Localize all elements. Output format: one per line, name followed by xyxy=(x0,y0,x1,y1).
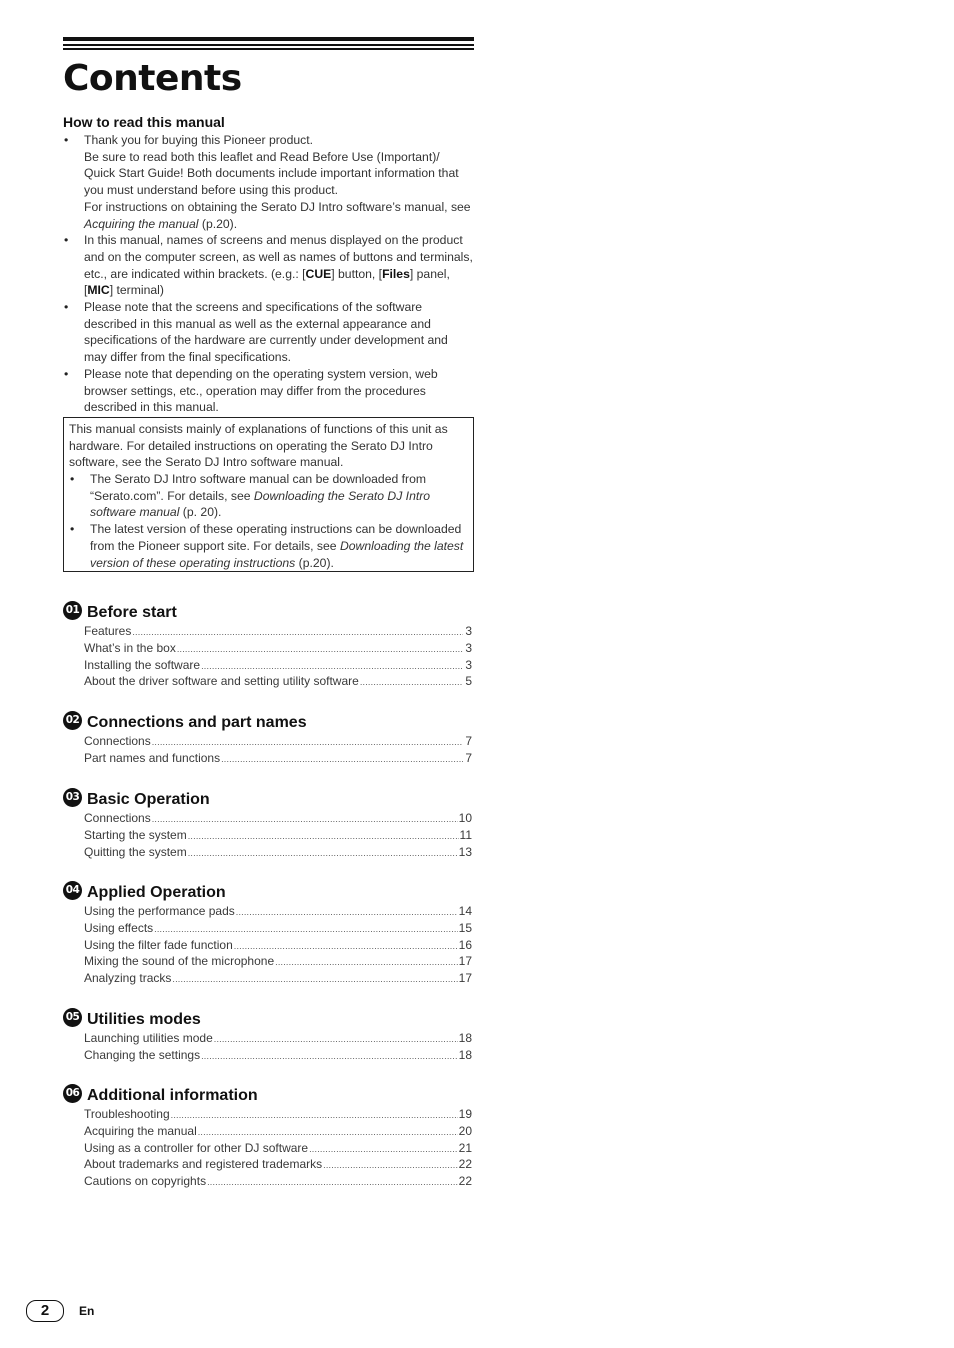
section-heading xyxy=(63,1084,474,1106)
toc-page-number: 16 xyxy=(458,937,472,952)
footer-language: En xyxy=(79,1304,95,1318)
dot-leader xyxy=(171,1107,458,1124)
toc-page-number: 18 xyxy=(458,1047,472,1062)
list-item xyxy=(69,521,471,571)
toc-entry-label: About trademarks and registered trademarks xyxy=(84,1157,323,1172)
list-item xyxy=(63,232,474,299)
toc-entry[interactable] xyxy=(63,750,474,767)
toc-entry[interactable] xyxy=(63,920,474,937)
bullet-text: Thank you for buying this Pioneer product. xyxy=(84,133,313,147)
toc-page-number: 3 xyxy=(465,640,472,655)
dot-leader xyxy=(221,751,463,768)
toc-section-basic-operation xyxy=(63,788,474,860)
toc-entry[interactable] xyxy=(63,810,474,827)
list-item xyxy=(63,366,474,416)
dot-leader xyxy=(275,954,458,971)
toc-entry-label: What’s in the box xyxy=(84,640,176,655)
bullet-text: The latest version of these operating instructions can be downloaded from the Pioneer support site. For details, see xyxy=(90,522,462,553)
page-reference: (p.20). xyxy=(295,555,334,570)
list-item xyxy=(63,132,474,232)
toc-entry[interactable] xyxy=(63,937,474,954)
toc-entry[interactable] xyxy=(63,673,474,690)
section-number-badge: 05 xyxy=(63,1008,82,1027)
toc-entry-label: Connections xyxy=(84,734,151,748)
dot-leader xyxy=(309,1141,458,1158)
toc-entry-label: Using the filter fade function xyxy=(84,937,233,952)
toc-entry[interactable] xyxy=(63,1123,474,1140)
toc-page-number: 10 xyxy=(458,811,472,825)
toc-entry-label: Quitting the system xyxy=(84,844,187,859)
toc-entry[interactable] xyxy=(63,1047,474,1064)
section-heading xyxy=(63,711,474,733)
toc-list xyxy=(63,810,474,860)
toc-page-number: 15 xyxy=(458,920,472,935)
files-panel-name: Files xyxy=(382,266,410,281)
toc-entry-label: Using effects xyxy=(84,920,154,935)
toc-section-applied-operation xyxy=(63,881,474,987)
bullet-text: Please note that the screens and specifications of the software described in this manual as well as the external appearance and specifications of the hardware are currently under development and may differ from the final specifications. xyxy=(84,300,448,365)
toc-page-number: 5 xyxy=(465,674,472,689)
toc-page-number: 22 xyxy=(458,1174,472,1189)
dot-leader xyxy=(172,971,457,988)
toc-list xyxy=(63,733,474,767)
toc-entry-label: Starting the system xyxy=(84,827,187,842)
toc-page-number: 3 xyxy=(465,624,472,638)
toc-entry[interactable] xyxy=(63,903,474,920)
section-number-badge: 04 xyxy=(63,881,82,900)
toc-entry[interactable] xyxy=(63,640,474,657)
toc-page-number: 7 xyxy=(465,734,472,748)
toc-entry[interactable] xyxy=(63,623,474,640)
dot-leader xyxy=(188,828,459,845)
toc-entry[interactable] xyxy=(63,1140,474,1157)
toc-page-number: 19 xyxy=(458,1107,472,1121)
cross-reference-link[interactable]: Downloading the Serato DJ Intro software manual xyxy=(90,488,431,520)
bullet-text: Be sure to read both this leaflet and Read Before Use (Important)/ Quick Start Guide! Both documents include important information that you must understand before using this product. xyxy=(84,149,459,198)
toc-page-number: 20 xyxy=(458,1123,472,1138)
toc-entry[interactable] xyxy=(63,657,474,674)
mic-terminal-name: MIC xyxy=(87,283,110,298)
toc-page-number: 3 xyxy=(465,657,472,672)
section-number-badge: 03 xyxy=(63,788,82,807)
toc-list xyxy=(63,1106,474,1190)
toc-entry-label: Troubleshooting xyxy=(84,1107,170,1121)
toc-list xyxy=(63,623,474,690)
cue-button-name: CUE xyxy=(305,266,332,281)
toc-page-number: 7 xyxy=(465,750,472,765)
toc-page-number: 11 xyxy=(459,827,472,842)
dot-leader xyxy=(177,641,463,658)
dot-leader xyxy=(154,921,457,938)
section-title[interactable]: Utilities modes xyxy=(87,1011,201,1028)
note-intro: This manual consists mainly of explanations of functions of this unit as hardware. For detailed instructions on operating the Serato DJ Intro software, see the Serato DJ Intro software manual. xyxy=(69,422,448,470)
bullet-text: Please note that depending on the operating system version, web browser settings, etc., operation may differ from the procedures described in this manual. xyxy=(84,366,438,415)
toc-entry[interactable] xyxy=(63,1173,474,1190)
toc-entry[interactable] xyxy=(63,1156,474,1173)
toc-page-number: 17 xyxy=(458,971,472,986)
dot-leader xyxy=(188,845,458,862)
toc-entry-label: Acquiring the manual xyxy=(84,1123,197,1138)
toc-entry-label: Mixing the sound of the microphone xyxy=(84,954,275,969)
toc-entry-label: Launching utilities mode xyxy=(84,1031,213,1045)
list-item xyxy=(63,299,474,366)
header-rule-thick xyxy=(63,37,474,41)
toc-entry[interactable] xyxy=(63,1030,474,1047)
page-reference: (p.20). xyxy=(198,216,238,231)
dot-leader xyxy=(152,734,463,751)
section-heading xyxy=(63,881,474,903)
section-number-badge: 06 xyxy=(63,1084,82,1103)
toc-list xyxy=(63,1030,474,1064)
dot-leader xyxy=(132,624,463,641)
dot-leader xyxy=(214,1031,458,1048)
section-title[interactable]: Before start xyxy=(87,604,177,621)
dot-leader xyxy=(323,1157,458,1174)
toc-entry-label: Changing the settings xyxy=(84,1047,201,1062)
toc-section-utilities-modes xyxy=(63,1008,474,1064)
section-heading xyxy=(63,1008,474,1030)
dot-leader xyxy=(236,904,458,921)
dot-leader xyxy=(152,811,458,828)
bullet-text: In this manual, names of screens and menus displayed on the product and on the computer screen, as well as names of buttons and terminals, etc., are indicated within brackets. (e.g.: [ xyxy=(84,233,473,281)
toc-list xyxy=(63,903,474,987)
note-list xyxy=(69,471,471,571)
toc-page-number: 17 xyxy=(458,954,472,969)
how-to-read-heading: How to read this manual xyxy=(63,114,225,130)
toc-entry-label: Using the performance pads xyxy=(84,904,235,918)
toc-page-number: 14 xyxy=(458,904,472,918)
header-rule-thin-2 xyxy=(63,48,474,50)
toc-section-additional-information xyxy=(63,1084,474,1190)
note-box xyxy=(63,417,474,572)
dot-leader xyxy=(198,1124,458,1141)
toc-page-number: 21 xyxy=(458,1140,472,1155)
toc-entry[interactable] xyxy=(63,970,474,987)
toc-entry-label: Installing the software xyxy=(84,657,201,672)
bullet-text: ] button, [ xyxy=(331,266,383,281)
bullet-text: ] terminal) xyxy=(109,283,164,298)
toc-section-connections-and-part-names xyxy=(63,711,474,767)
section-heading xyxy=(63,601,474,623)
dot-leader xyxy=(234,938,458,955)
toc-entry-label: Features xyxy=(84,624,132,638)
toc-page-number: 22 xyxy=(458,1157,472,1172)
toc-section-before-start xyxy=(63,601,474,690)
list-item xyxy=(69,471,471,521)
page-title: Contents xyxy=(63,58,242,99)
bullet-text: The Serato DJ Intro software manual can be downloaded from “Serato.com”. For details, see xyxy=(90,472,427,503)
section-title[interactable]: Applied Operation xyxy=(87,884,226,901)
toc-entry[interactable] xyxy=(63,1106,474,1123)
toc-entry-label: About the driver software and setting utility software xyxy=(84,674,359,689)
toc-entry-label: Analyzing tracks xyxy=(84,971,172,986)
toc-entry[interactable] xyxy=(63,733,474,750)
toc-entry-label: Part names and functions xyxy=(84,750,221,765)
toc-entry[interactable] xyxy=(63,844,474,861)
toc-entry[interactable] xyxy=(63,953,474,970)
toc-page-number: 18 xyxy=(458,1031,472,1045)
section-heading xyxy=(63,788,474,810)
dot-leader xyxy=(360,674,463,691)
section-title[interactable]: Basic Operation xyxy=(87,791,210,808)
dot-leader xyxy=(201,1048,458,1065)
cross-reference-link[interactable]: Downloading the latest version of these operating instructions xyxy=(90,538,464,570)
bullet-text: For instructions on obtaining the Serato DJ Intro software’s manual, see xyxy=(84,199,471,214)
how-to-read-list xyxy=(63,132,474,416)
toc-entry-label: Connections xyxy=(84,811,151,825)
section-number-badge: 02 xyxy=(63,711,82,730)
header-rule-thin xyxy=(63,44,474,46)
footer-page-number: 2 xyxy=(26,1300,64,1322)
toc-entry-label: Using as a controller for other DJ software xyxy=(84,1140,309,1155)
toc-entry-label: Cautions on copyrights xyxy=(84,1174,207,1189)
section-title[interactable]: Connections and part names xyxy=(87,714,307,731)
dot-leader xyxy=(201,658,463,675)
section-number-badge: 01 xyxy=(63,601,82,620)
page-reference: (p. 20). xyxy=(179,505,222,520)
bullet-text: ] panel, [ xyxy=(84,266,450,298)
toc-entry[interactable] xyxy=(63,827,474,844)
toc-page-number: 13 xyxy=(458,844,472,859)
dot-leader xyxy=(207,1174,458,1191)
cross-reference-link[interactable]: Acquiring the manual xyxy=(84,216,199,231)
section-title[interactable]: Additional information xyxy=(87,1087,258,1104)
